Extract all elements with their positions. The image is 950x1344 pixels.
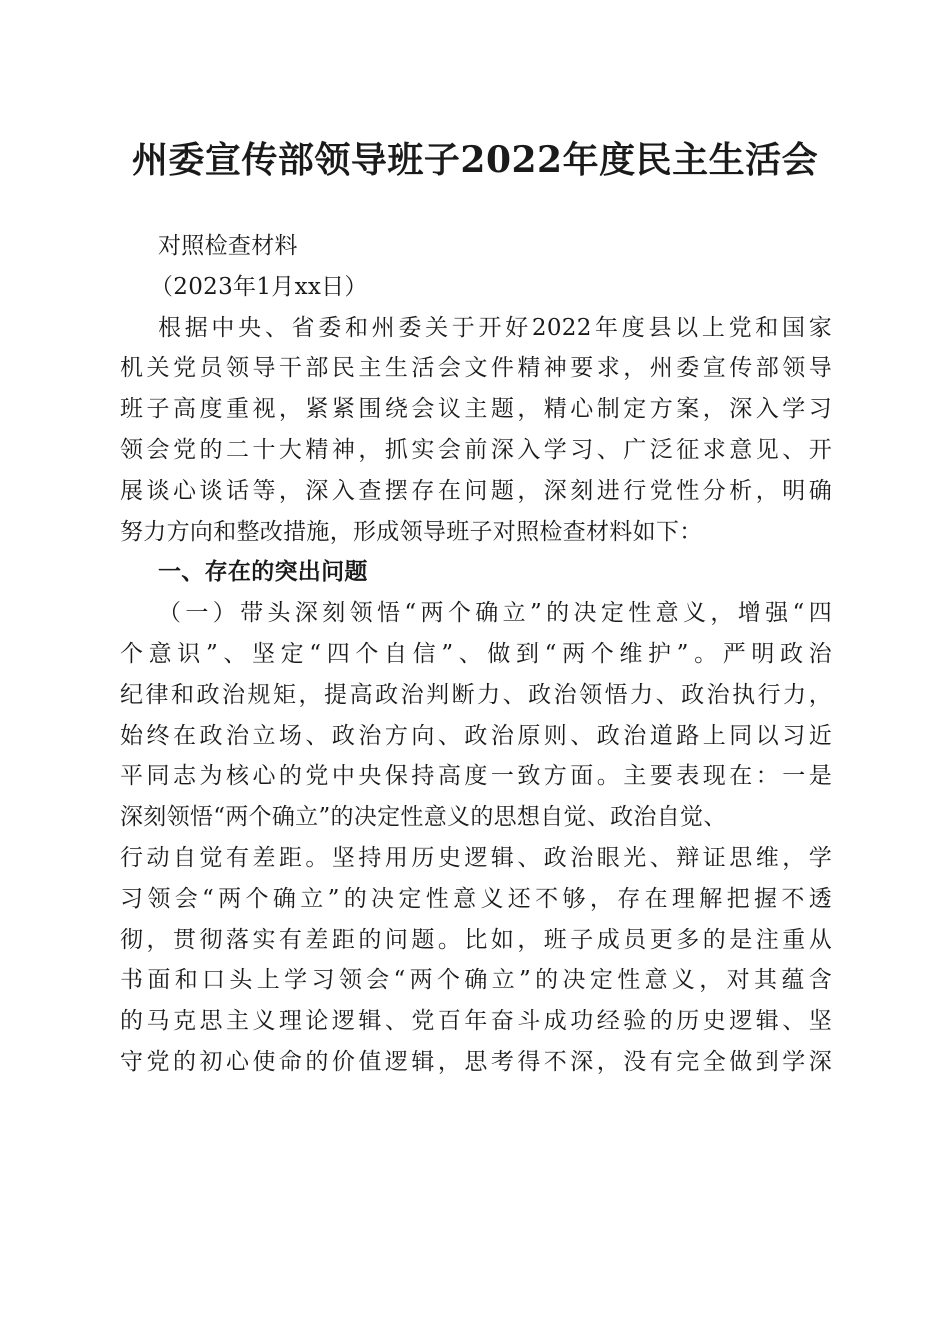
subsection-line: 习领会“两个确立”的决定性意义还不够，存在理解把握不透 <box>120 885 832 912</box>
document-body <box>120 226 832 1083</box>
intro-line: 努力方向和整改措施，形成领导班子对照检查材料如下： <box>120 518 703 545</box>
subsection-line: 行动自觉有差距。坚持用历史逻辑、政治眼光、辩证思维，学 <box>120 844 832 871</box>
intro-line: 班子高度重视，紧紧围绕会议主题，精心制定方案，深入学习 <box>120 396 832 423</box>
document-subtitle: 对照检查材料 <box>158 233 298 259</box>
subsection-line: 始终在政治立场、政治方向、政治原则、政治道路上同以习近 <box>120 722 832 749</box>
subsection-line: 个意识”、坚定“四个自信”、做到“两个维护”。严明政治 <box>120 640 832 667</box>
subsection-line: 彻，贯彻落实有差距的问题。比如，班子成员更多的是注重从 <box>120 926 832 953</box>
intro-line: 机关党员领导干部民主生活会文件精神要求，州委宣传部领导 <box>120 355 832 382</box>
subsection-line: 书面和口头上学习领会“两个确立”的决定性意义，对其蕴含 <box>120 967 832 994</box>
subsection-line: 平同志为核心的党中央保持高度一致方面。主要表现在：一是 <box>120 763 832 790</box>
intro-line: 根据中央、省委和州委关于开好2022年度县以上党和国家 <box>158 314 832 341</box>
subsection-line: （一）带头深刻领悟“两个确立”的决定性意义，增强“四 <box>158 600 832 627</box>
document-title: 州委宣传部领导班子2022年度民主生活会 <box>131 139 819 181</box>
intro-line: 领会党的二十大精神，抓实会前深入学习、广泛征求意见、开 <box>120 436 832 463</box>
subsection-line: 深刻领悟“两个确立”的决定性意义的思想自觉、政治自觉、 <box>120 804 727 831</box>
subsection-line: 纪律和政治规矩，提高政治判断力、政治领悟力、政治执行力， <box>120 681 832 708</box>
subsection-line: 的马克思主义理论逻辑、党百年奋斗成功经验的历史逻辑、坚 <box>120 1008 832 1035</box>
section-heading: 一、存在的突出问题 <box>158 559 368 586</box>
subsection-line: 守党的初心使命的价值逻辑，思考得不深，没有完全做到学深 <box>120 1048 832 1075</box>
intro-line: 展谈心谈话等，深入查摆存在问题，深刻进行党性分析，明确 <box>120 477 832 504</box>
document-date: （2023年1月xx日） <box>150 273 368 300</box>
